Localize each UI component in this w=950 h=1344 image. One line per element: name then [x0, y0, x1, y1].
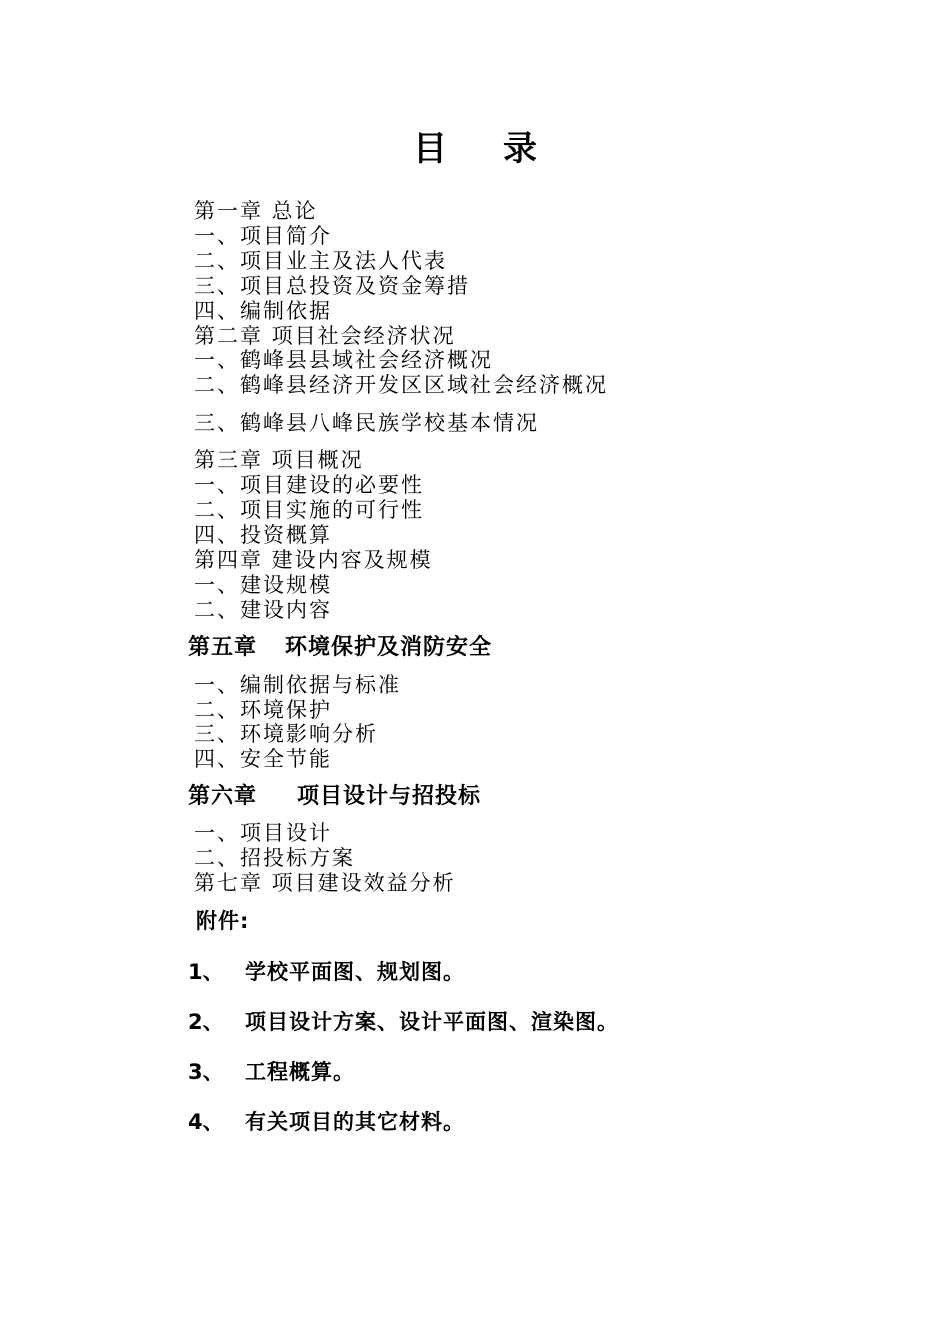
toc-item-3-1: 一、项目建设的必要性	[194, 473, 424, 497]
toc-item-2-1: 一、鹤峰县县域社会经济概况	[194, 348, 493, 372]
toc-item-1-1: 一、项目简介	[194, 224, 332, 248]
toc-item-5-3: 三、环境影响分析	[194, 722, 378, 746]
page-title-part2: 录	[503, 129, 537, 169]
toc-chapter-6	[188, 783, 481, 811]
toc-chapter-5-label: 第五章	[188, 635, 258, 660]
toc-item-1-3: 三、项目总投资及资金筹措	[194, 274, 470, 298]
attachment-text: 工程概算。	[245, 1060, 355, 1084]
page-title	[0, 126, 950, 172]
attachments-heading: 附件:	[196, 909, 250, 933]
toc-chapter-3: 第三章 项目概况	[194, 448, 364, 472]
toc-chapter-2: 第二章 项目社会经济状况	[194, 324, 456, 348]
page-title-part1: 目	[413, 129, 447, 169]
toc-chapter-4: 第四章 建设内容及规模	[194, 548, 433, 572]
toc-item-1-4: 四、编制依据	[194, 299, 332, 323]
toc-item-3-2: 二、项目实施的可行性	[194, 498, 424, 522]
toc-chapter-1: 第一章 总论	[194, 199, 318, 223]
toc-item-2-2: 二、鹤峰县经济开发区区域社会经济概况	[194, 373, 608, 397]
toc-chapter-5-title: 环境保护及消防安全	[285, 635, 493, 660]
toc-chapter-6-title: 项目设计与招投标	[297, 784, 482, 809]
attachment-number: 1、	[188, 960, 224, 984]
toc-item-5-1: 一、编制依据与标准	[194, 673, 401, 697]
toc-item-5-4: 四、安全节能	[194, 747, 332, 771]
toc-item-6-2: 二、招投标方案	[194, 846, 355, 870]
toc-chapter-6-label: 第六章	[188, 784, 258, 809]
toc-item-2-3: 三、鹤峰县八峰民族学校基本情况	[194, 411, 539, 435]
toc-item-5-2: 二、环境保护	[194, 698, 332, 722]
toc-chapter-7: 第七章 项目建设效益分析	[194, 871, 456, 895]
attachment-number: 4、	[188, 1110, 224, 1134]
toc-item-4-1: 一、建设规模	[194, 573, 332, 597]
attachment-number: 3、	[188, 1060, 224, 1084]
toc-item-6-1: 一、项目设计	[194, 821, 332, 845]
toc-item-1-2: 二、项目业主及法人代表	[194, 249, 447, 273]
attachment-text: 学校平面图、规划图。	[245, 960, 465, 984]
attachment-number: 2、	[188, 1010, 224, 1034]
attachment-text: 项目设计方案、设计平面图、渲染图。	[245, 1010, 619, 1034]
toc-item-4-2: 二、建设内容	[194, 598, 332, 622]
attachment-text: 有关项目的其它材料。	[245, 1110, 465, 1134]
toc-chapter-5	[188, 634, 492, 662]
toc-item-3-3: 四、投资概算	[194, 523, 332, 547]
